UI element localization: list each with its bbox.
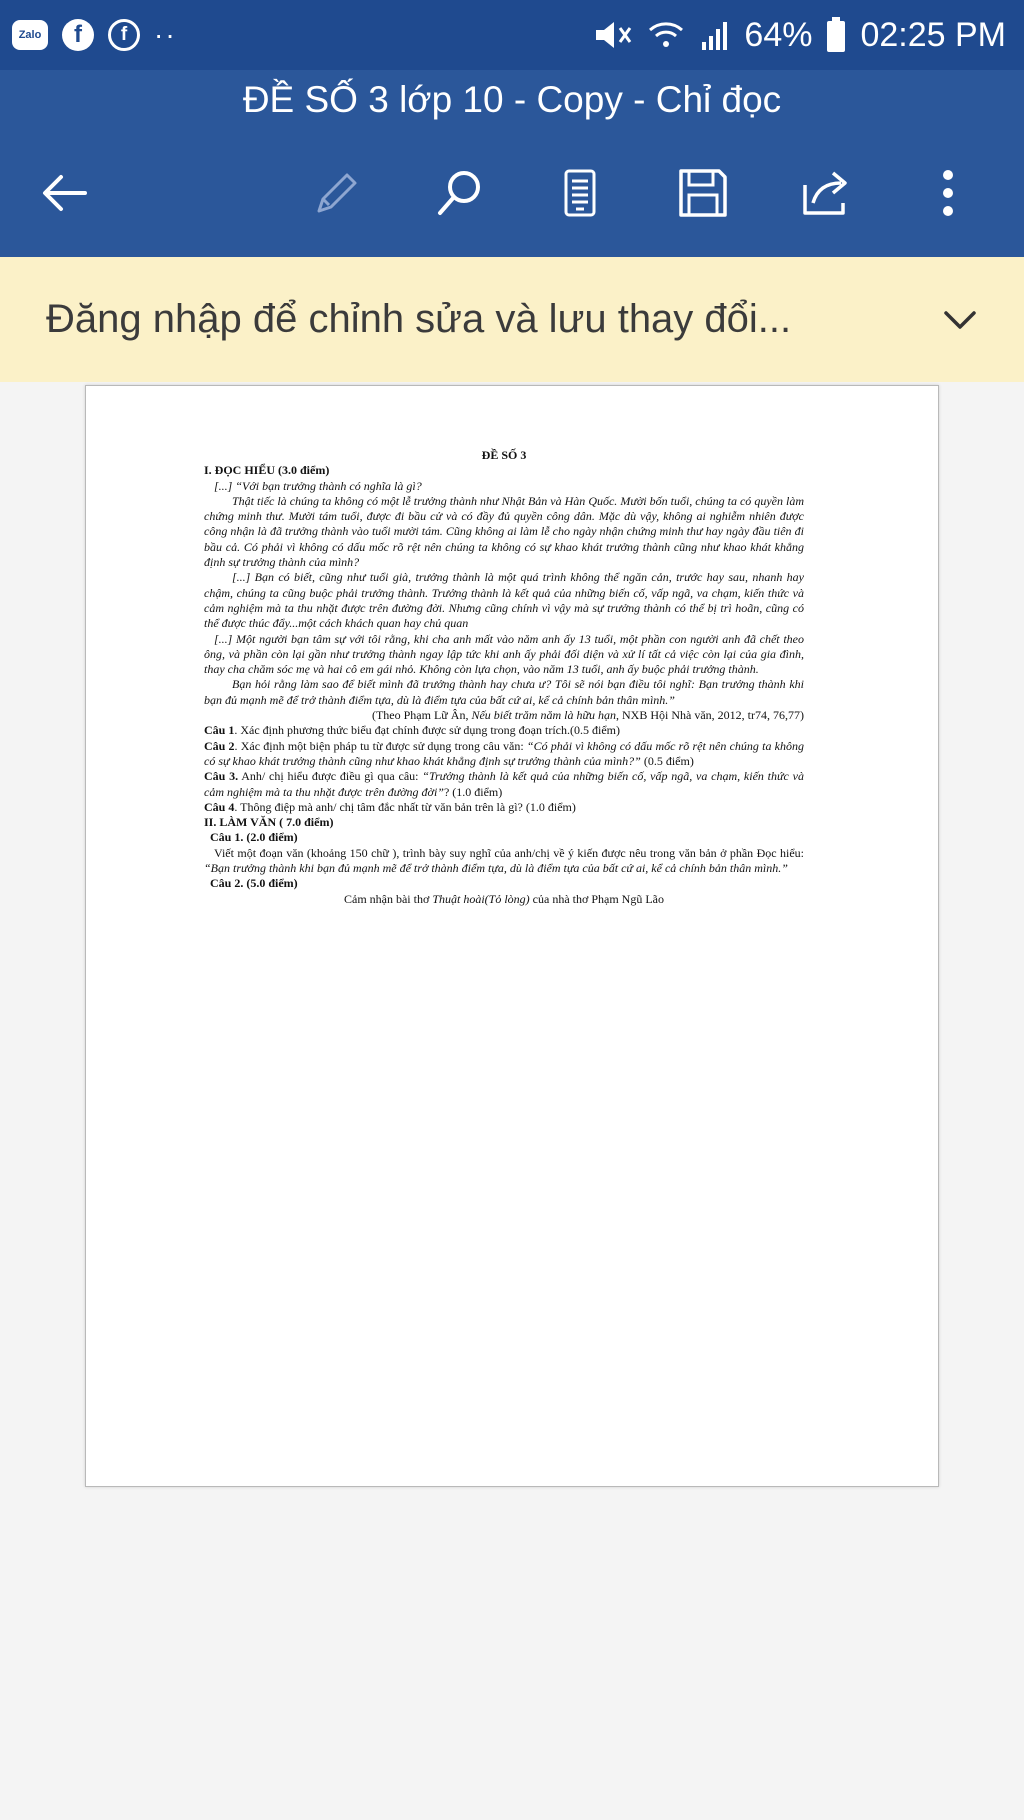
sign-in-message: Đăng nhập để chỉnh sửa và lưu thay đổi... <box>46 297 792 341</box>
status-bar <box>0 0 1024 70</box>
reading-view-icon <box>552 165 608 221</box>
zalo-icon: Zalo <box>12 20 48 50</box>
clock: 02:25 PM <box>860 15 1006 54</box>
share-icon <box>797 165 853 221</box>
document-title-bar <box>0 70 1024 130</box>
app-toolbar <box>0 130 1024 257</box>
passage-paragraph-4: Bạn hỏi rằng làm sao để biết mình đã trưởng thành hay chưa ư? Tôi sẽ nói bạn điều tôi nghĩ: Bạn trưởng thành khi bạn đủ mạnh mẽ để trở thành điểm tựa, dù là điểm tựa của bất cứ ai, kể cả chính bản thân mình.” <box>204 677 804 707</box>
more-options-button[interactable] <box>913 158 983 228</box>
chevron-down-icon[interactable] <box>936 295 984 343</box>
back-button[interactable] <box>30 158 100 228</box>
edit-button[interactable] <box>300 158 370 228</box>
passage-source: (Theo Phạm Lữ Ân, Nếu biết trăm năm là hữu hạn, NXB Hội Nhà văn, 2012, tr74, 76,77) <box>371 708 804 723</box>
facebook-icon: f <box>62 19 94 51</box>
sign-in-banner[interactable] <box>0 257 1024 383</box>
wifi-icon <box>646 18 686 52</box>
writing-question-2-label: Câu 2. (5.0 điểm) <box>210 876 298 891</box>
section-writing-title: II. LÀM VĂN ( 7.0 điểm) <box>204 815 334 830</box>
reading-view-button[interactable] <box>545 158 615 228</box>
passage-paragraph-2: [...] Bạn có biết, cũng như tuổi già, trưởng thành là một quá trình không thể ngăn cản, trước hay sau, nhanh hay chậm, chúng ta cũng buộc phải trưởng thành. Trưởng thành là kết quả của những biến cố, vấp ngã, va chạm, kiến thức và cảm nghiệm mà ta thu nhặt được trên đường đời. Nhưng cũng chính vì vậy mà sự trưởng thành có thể bị trì hoãn, cũng có thể được thúc đẩy...một cách khách quan hay chủ quan <box>204 570 804 631</box>
passage-paragraph-1: Thật tiếc là chúng ta không có một lễ trưởng thành như Nhật Bản và Hàn Quốc. Mười bốn tuổi, chúng ta có quyền làm chứng minh thư. Mười tám tuổi, được đi bầu cử và có đầy đủ quyền công dân. Mặc dù vậy, không ai nghiễm nhiên được công nhận là đã trưởng thành vào tuổi mười tám. Cũng không ai làm lễ cho ngày nhận chứng minh thư hay ngày đầu tiên đi bầu cả. Có phải vì không có dấu mốc rõ rệt nên chúng ta không có sự khao khát trưởng thành cũng như khao khát khẳng định sự trưởng thành của mình? <box>204 493 804 570</box>
passage-paragraph-3: [...] Một người bạn tâm sự với tôi rằng, khi cha anh mất vào năm anh ấy 13 tuổi, một phần con người anh đã chết theo ông, và phần còn lại gần như trưởng thành ngay lập tức khi anh ấy phải đối diện và xử lí tất cả việc còn lại của gia đình, thay cha chăm sóc mẹ và hai cô em gái nhỏ. Không còn lựa chọn, vào năm 13 tuổi, anh ấy buộc phải trưởng thành. <box>204 631 804 677</box>
question-3: Câu 3. Anh/ chị hiểu được điều gì qua câu: “Trưởng thành là kết quả của những biến cố, vấp ngã, va chạm, kiến thức và cảm nghiệm mà ta thu nhặt được trên đường đời”? (1.0 điểm) <box>204 769 804 799</box>
document-page[interactable] <box>85 385 939 1487</box>
save-button[interactable] <box>668 158 738 228</box>
search-icon <box>432 165 488 221</box>
battery-percent: 64% <box>744 15 813 54</box>
facebook-outline-icon: f <box>108 19 140 51</box>
signal-icon <box>700 18 730 52</box>
writing-question-1: Viết một đoạn văn (khoảng 150 chữ ), trình bày suy nghĩ của anh/chị về ý kiến được nêu trong văn bản ở phần Đọc hiểu: “Bạn trưởng thành khi bạn đủ mạnh mẽ để trở thành điểm tựa, dù là điểm tựa của bất cứ ai, kể cả chính bản thân mình.” <box>204 845 804 876</box>
question-2: Câu 2. Xác định một biện pháp tu từ được sử dụng trong câu văn: “Có phải vì không có dấu mốc rõ rệt nên chúng ta không có sự khao khát trưởng thành cũng như khao khát khẳng định sự trưởng thành của mình?” (0.5 điểm) <box>204 738 804 768</box>
more-icon <box>920 165 976 221</box>
document-title: ĐỀ SỐ 3 lớp 10 - Copy - Chỉ đọc <box>242 79 782 120</box>
mute-icon <box>592 18 632 52</box>
question-1: Câu 1. Xác định phương thức biểu đạt chính được sử dụng trong đoạn trích.(0.5 điểm) <box>204 723 620 738</box>
share-button[interactable] <box>790 158 860 228</box>
search-button[interactable] <box>425 158 495 228</box>
writing-question-1-label: Câu 1. (2.0 điểm) <box>210 830 298 845</box>
back-icon <box>37 165 93 221</box>
battery-icon <box>826 17 846 53</box>
edit-pencil-icon <box>307 165 363 221</box>
more-notifications-icon: ·· <box>154 19 177 50</box>
save-icon <box>675 165 731 221</box>
writing-question-2: Cảm nhận bài thơ Thuật hoài(Tỏ lòng) của nhà thơ Phạm Ngũ Lão <box>343 891 664 906</box>
exam-heading: ĐỀ SỐ 3 <box>481 448 527 462</box>
passage-intro: [...] “Với bạn trưởng thành có nghĩa là gì? <box>214 478 422 493</box>
section-reading-title: I. ĐỌC HIỂU (3.0 điểm) <box>204 463 330 478</box>
question-4: Câu 4. Thông điệp mà anh/ chị tâm đắc nhất từ văn bản trên là gì? (1.0 điểm) <box>204 799 576 814</box>
document-body <box>204 448 804 907</box>
